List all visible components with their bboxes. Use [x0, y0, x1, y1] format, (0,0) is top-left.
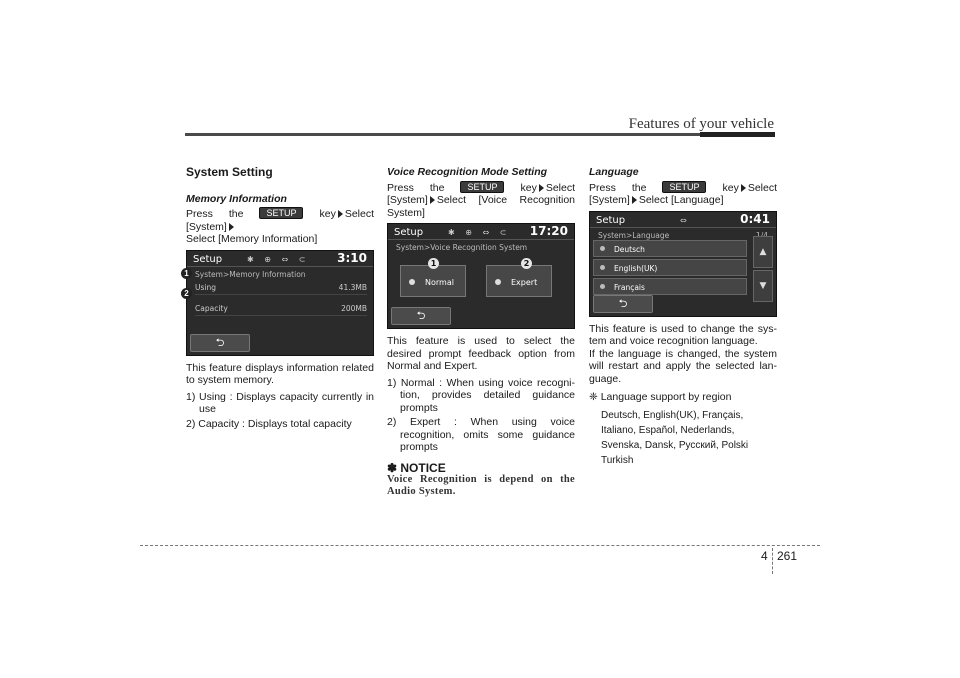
language-screen	[589, 211, 777, 317]
footer-divider	[772, 548, 773, 574]
callout-badge: 2	[181, 288, 192, 299]
option-label: Expert	[511, 278, 538, 287]
instr-text: Select [Language]	[638, 194, 724, 206]
instr-text: Select [System]	[186, 208, 375, 233]
memory-info-screen	[186, 250, 374, 356]
screen-title: Setup	[394, 227, 424, 238]
instr-text: Select	[747, 181, 778, 194]
setup-key: SETUP	[662, 181, 706, 193]
setup-key: SETUP	[259, 207, 303, 219]
screen-clock: 3:10	[337, 250, 367, 265]
arrow-right-icon	[539, 184, 544, 192]
arrow-right-icon	[229, 223, 234, 231]
screen-clock: 0:41	[740, 211, 770, 226]
instr-text: Press the	[387, 181, 445, 194]
section-title: System Setting	[186, 165, 273, 179]
description: This feature displays information related to system memory.	[186, 361, 374, 386]
screen-path: System>Memory Information	[195, 269, 306, 279]
instr-text: Select	[545, 181, 576, 194]
radio-icon	[600, 246, 605, 251]
list-item: 1) Normal : When using voice recogni- tion, provides detailed guidance prompts	[387, 376, 575, 414]
page-header-title: Features of your vehicle	[628, 116, 774, 132]
back-button[interactable]: ⮌	[593, 295, 653, 313]
memory-value: 200MB	[341, 303, 367, 313]
instr-text: Select [Memory Information]	[186, 233, 318, 245]
instr-text: Press the	[589, 181, 647, 194]
subsection-title: Memory Information	[186, 192, 287, 205]
description: This feature is used to change the sys- tem and voice recognition language.	[589, 322, 777, 347]
callout-badge: 2	[521, 258, 532, 269]
voice-recognition-screen	[387, 223, 575, 329]
setup-key: SETUP	[460, 181, 504, 193]
screen-title: Setup	[193, 253, 223, 265]
header-rule-accent	[700, 132, 775, 137]
radio-icon	[495, 279, 501, 285]
status-icons: ✱ ⊕ ⇔ ⊂	[247, 254, 310, 264]
back-button[interactable]: ⮌	[190, 334, 250, 352]
callout-badge: 1	[181, 268, 192, 279]
language-option[interactable]	[593, 240, 747, 257]
arrow-right-icon	[430, 196, 435, 204]
normal-option-button[interactable]	[400, 265, 466, 297]
language-option[interactable]	[593, 259, 747, 276]
list-item: Svenska, Dansk, Русский, Polski	[601, 439, 749, 451]
list-item: 2) Capacity : Displays total capacity	[186, 417, 352, 430]
screen-path: System>Voice Recognition System	[396, 243, 528, 252]
language-label: English(UK)	[614, 263, 658, 273]
list-item: 2) Expert : When using voice recognition, omits some guidance prompts	[387, 416, 575, 453]
memory-label: Using	[195, 282, 216, 292]
memory-row-capacity	[195, 300, 367, 316]
memory-row-using	[195, 279, 367, 295]
footer-rule	[140, 545, 820, 546]
description: This feature is used to select the desired prompt feedback option from Normal and Expert.	[387, 335, 575, 372]
arrow-right-icon	[632, 196, 637, 204]
list-item: Turkish	[601, 454, 634, 466]
column-memory-information	[186, 166, 374, 432]
radio-icon	[409, 279, 415, 285]
radio-icon	[600, 265, 605, 270]
chapter-number: 4	[761, 549, 768, 563]
language-label: Deutsch	[614, 244, 645, 254]
radio-icon	[600, 284, 605, 289]
instr-text: [System]	[589, 194, 630, 206]
instruction	[186, 207, 374, 246]
screen-title: Setup	[596, 214, 626, 226]
column-language	[589, 166, 777, 468]
instruction	[589, 181, 777, 207]
instr-text: key	[722, 181, 739, 194]
description: If the language is changed, the system will restart and apply the selected lan- guage.	[589, 347, 777, 385]
divider	[187, 266, 373, 267]
instr-text: key	[520, 181, 537, 194]
arrow-right-icon	[338, 210, 343, 218]
memory-label: Capacity	[195, 303, 228, 313]
screen-clock: 17:20	[529, 224, 568, 238]
instr-text: Select [Voice Recognition System]	[387, 194, 575, 219]
instr-text: Press the	[186, 208, 244, 220]
arrow-right-icon	[741, 184, 746, 192]
expert-option-button[interactable]	[486, 265, 552, 297]
page-number: 261	[777, 549, 798, 563]
instr-text: key	[319, 208, 336, 220]
list-item: 1) Using : Displays capacity currently in use	[186, 390, 374, 415]
instr-text: [System]	[387, 194, 428, 206]
status-icons: ✱ ⊕ ⇔ ⊂	[448, 228, 511, 237]
option-label: Normal	[425, 278, 454, 287]
screen-path: System>Language	[598, 230, 670, 240]
column-voice-recognition	[387, 166, 575, 498]
support-title: ❈ Language support by region	[589, 391, 732, 403]
notice-text: Voice Recognition is depend on the Audio System.	[387, 474, 575, 497]
back-button[interactable]: ⮌	[391, 307, 451, 325]
language-support-list	[589, 408, 777, 468]
scroll-down-button[interactable]: ▼	[753, 270, 773, 302]
memory-value: 41.3MB	[338, 282, 367, 292]
subsection-title: Language	[589, 166, 639, 178]
subsection-title: Voice Recognition Mode Setting	[387, 166, 548, 178]
divider	[590, 227, 776, 228]
list-item: Italiano, Español, Nederlands,	[601, 424, 735, 436]
scroll-up-button[interactable]: ▲	[753, 236, 773, 268]
notice-title: ✽ NOTICE	[387, 460, 446, 475]
language-label: Français	[614, 282, 645, 292]
language-option[interactable]	[593, 278, 747, 295]
instruction	[387, 181, 575, 220]
header-rule	[185, 133, 775, 136]
status-icons: ⇔	[680, 215, 691, 225]
callout-badge: 1	[428, 258, 439, 269]
list-item: Deutsch, English(UK), Français,	[601, 409, 744, 421]
divider	[388, 239, 574, 240]
